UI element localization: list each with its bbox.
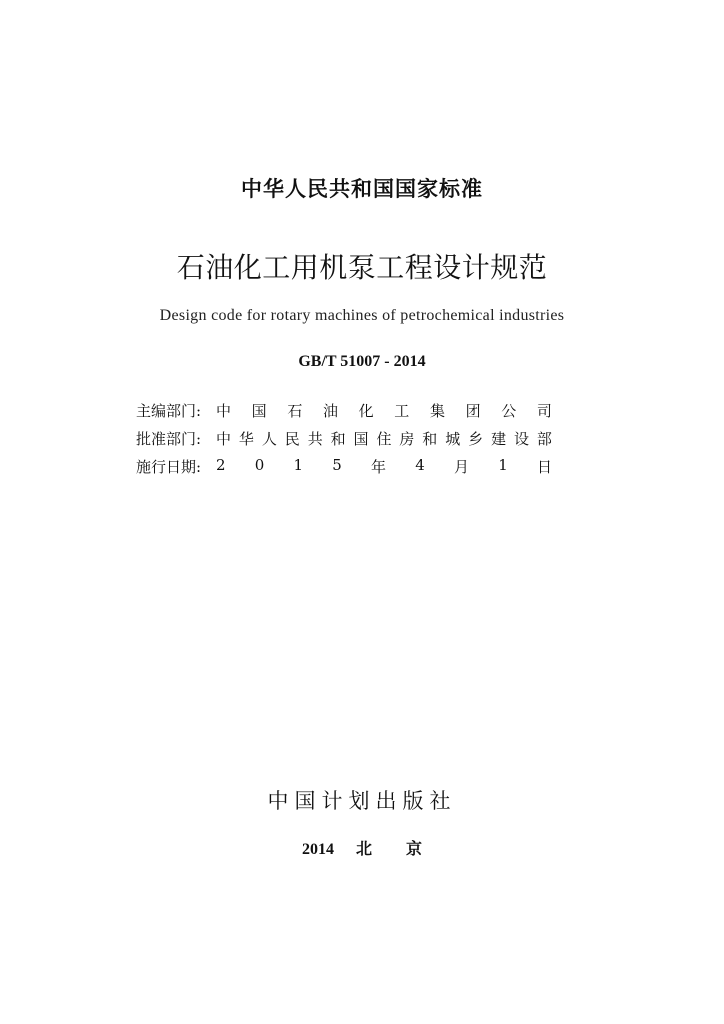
approver-char: 住	[376, 429, 392, 448]
standard-code: GB/T 51007 - 2014	[298, 353, 426, 370]
publication-year: 2014	[301, 841, 334, 858]
effective-date-char: 1	[498, 455, 508, 474]
effective-date-char: 1	[293, 455, 304, 474]
approver-char: 和	[422, 429, 438, 448]
effective-date-char: 年	[371, 457, 387, 476]
editor-row	[136, 399, 552, 421]
editor-label: 主编部门:	[136, 401, 202, 420]
editor-value	[216, 400, 552, 421]
approver-char: 乡	[468, 429, 484, 448]
approver-char: 华	[238, 429, 254, 448]
place-char-2: 京	[406, 841, 423, 858]
approver-char: 共	[307, 429, 323, 448]
effective-date-char: 0	[254, 455, 265, 474]
place-char-1: 北	[355, 841, 372, 858]
approver-char: 和	[330, 429, 346, 448]
effective-date-char: 月	[453, 457, 469, 476]
year-place	[0, 836, 724, 859]
editor-char: 工	[394, 401, 410, 420]
approver-char: 建	[491, 429, 507, 448]
approver-row	[136, 427, 552, 449]
effective-date-label: 施行日期:	[136, 457, 202, 476]
approver-char: 房	[399, 429, 415, 448]
approver-char: 人	[261, 429, 277, 448]
editor-char: 化	[358, 401, 374, 420]
effective-date-char: 5	[332, 455, 342, 474]
approver-char: 民	[284, 429, 300, 448]
editor-char: 公	[501, 401, 517, 420]
approver-value	[216, 428, 552, 449]
editor-char: 中	[216, 401, 232, 420]
effective-date-value	[216, 456, 552, 477]
effective-date-char: 日	[536, 457, 552, 476]
effective-date-row	[136, 455, 552, 477]
effective-date-char: 2	[216, 455, 226, 474]
approver-char: 设	[513, 429, 529, 448]
chinese-title: 石油化工用机泵工程设计规范	[176, 251, 548, 284]
approver-char: 国	[353, 429, 369, 448]
effective-date-char: 4	[415, 455, 425, 474]
approver-char: 城	[445, 429, 461, 448]
approver-char: 部	[536, 429, 552, 448]
publisher: 中国计划出版社	[267, 789, 457, 813]
editor-char: 油	[322, 401, 338, 420]
editor-char: 国	[251, 401, 267, 420]
english-title: Design code for rotary machines of petrochemical industries	[159, 307, 565, 324]
editor-char: 团	[465, 401, 481, 420]
editor-char: 司	[536, 401, 552, 420]
standard-type: 中华人民共和国国家标准	[241, 177, 483, 201]
approver-char: 中	[216, 429, 232, 448]
approver-label: 批准部门:	[136, 429, 202, 448]
editor-char: 石	[287, 401, 303, 420]
editor-char: 集	[429, 401, 445, 420]
